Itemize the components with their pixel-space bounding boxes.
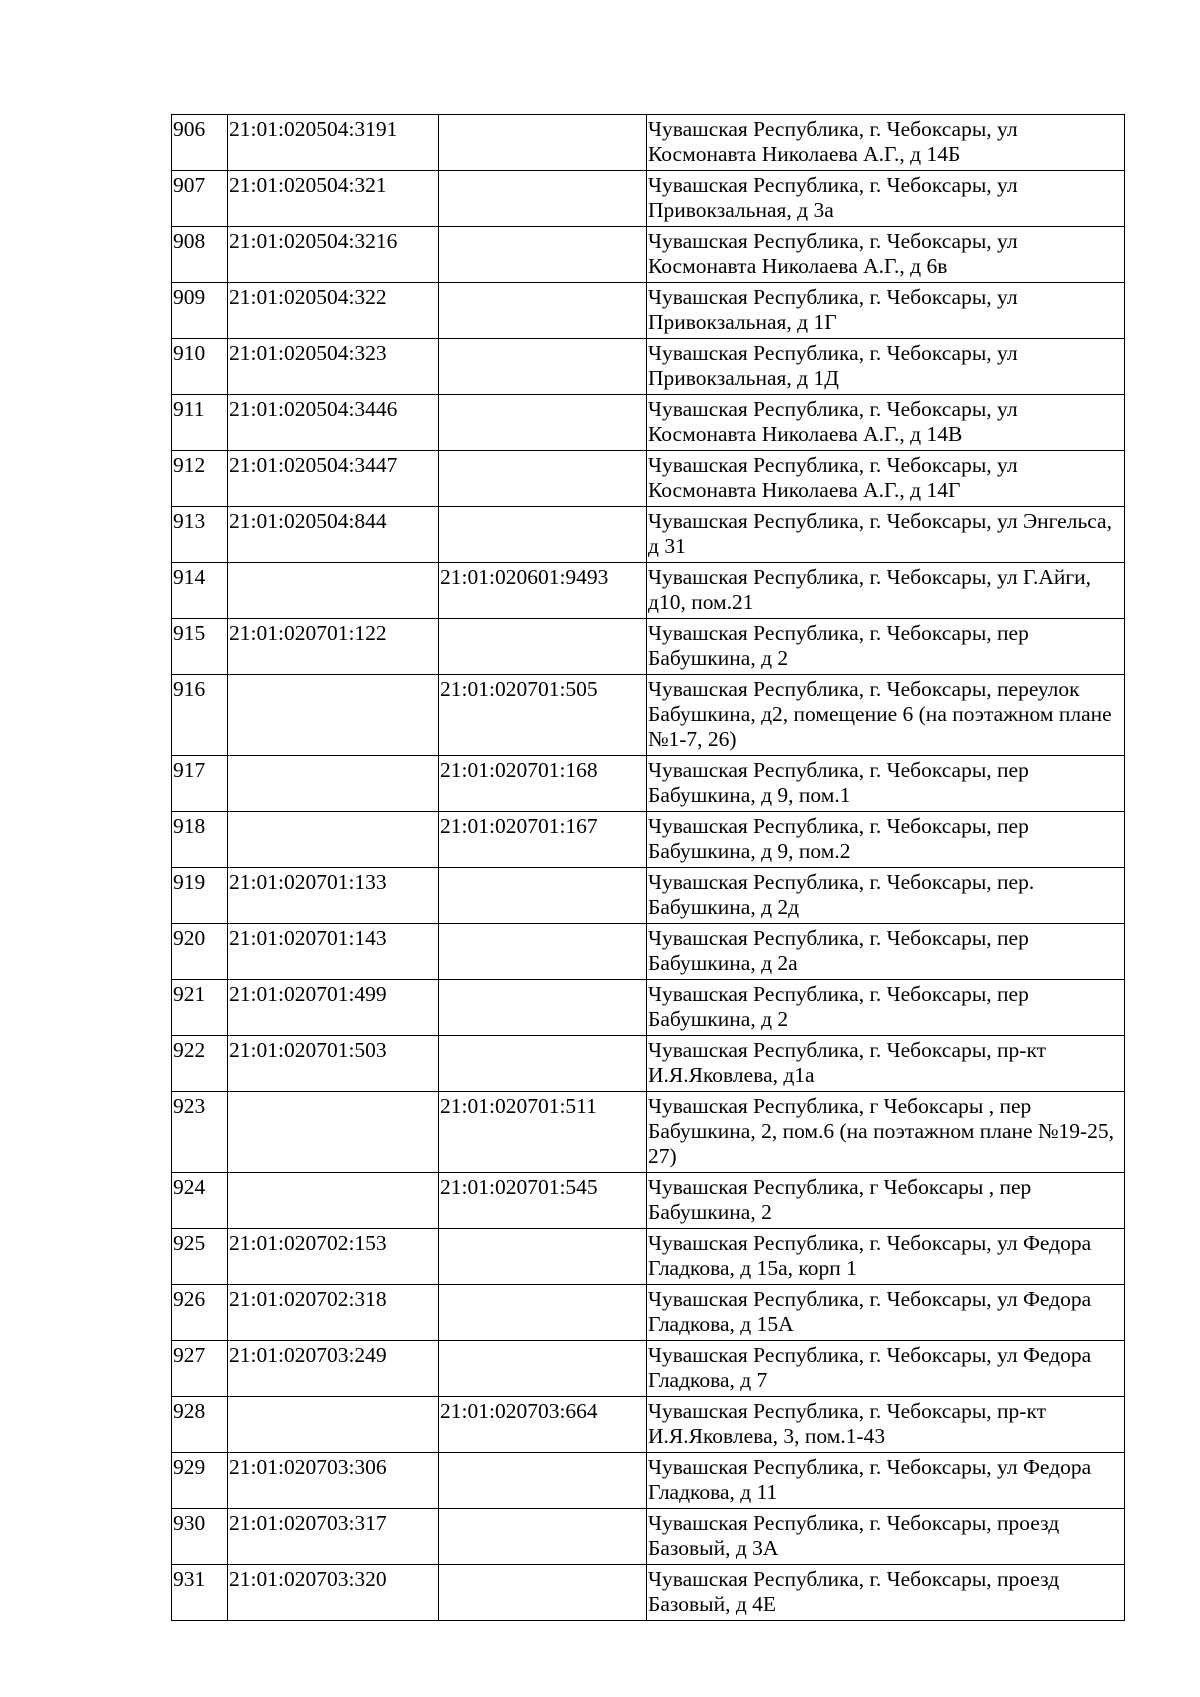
building-cadastral-cell (439, 1565, 647, 1621)
land-cadastral-cell: 21:01:020701:499 (228, 980, 439, 1036)
address-cell: Чувашская Республика, г. Чебоксары, пер Бабушкина, д 2 (647, 980, 1125, 1036)
land-cadastral-cell: 21:01:020703:320 (228, 1565, 439, 1621)
land-cadastral-cell: 21:01:020504:323 (228, 339, 439, 395)
row-number-cell: 919 (172, 868, 228, 924)
table-row (172, 1341, 1125, 1397)
land-cadastral-cell (228, 1092, 439, 1173)
table-row (172, 1509, 1125, 1565)
table-row (172, 1565, 1125, 1621)
row-number-cell: 931 (172, 1565, 228, 1621)
building-cadastral-cell: 21:01:020701:545 (439, 1173, 647, 1229)
table-row (172, 924, 1125, 980)
table-row (172, 756, 1125, 812)
row-number-cell: 921 (172, 980, 228, 1036)
building-cadastral-cell (439, 924, 647, 980)
row-number-cell: 923 (172, 1092, 228, 1173)
land-cadastral-cell: 21:01:020702:153 (228, 1229, 439, 1285)
table-row (172, 1229, 1125, 1285)
address-cell: Чувашская Республика, г. Чебоксары, ул Привокзальная, д 3а (647, 171, 1125, 227)
table-row (172, 1036, 1125, 1092)
property-table (171, 114, 1125, 1621)
address-cell: Чувашская Республика, г. Чебоксары, ул Привокзальная, д 1Г (647, 283, 1125, 339)
land-cadastral-cell: 21:01:020701:503 (228, 1036, 439, 1092)
row-number-cell: 915 (172, 619, 228, 675)
address-cell: Чувашская Республика, г. Чебоксары, ул Федора Гладкова, д 15а, корп 1 (647, 1229, 1125, 1285)
building-cadastral-cell (439, 395, 647, 451)
land-cadastral-cell: 21:01:020504:322 (228, 283, 439, 339)
building-cadastral-cell (439, 1036, 647, 1092)
table-row (172, 868, 1125, 924)
table-row (172, 507, 1125, 563)
table-row (172, 563, 1125, 619)
land-cadastral-cell: 21:01:020504:844 (228, 507, 439, 563)
land-cadastral-cell: 21:01:020702:318 (228, 1285, 439, 1341)
land-cadastral-cell (228, 563, 439, 619)
address-cell: Чувашская Республика, г Чебоксары , пер Бабушкина, 2 (647, 1173, 1125, 1229)
table-row (172, 1397, 1125, 1453)
address-cell: Чувашская Республика, г. Чебоксары, ул Федора Гладкова, д 11 (647, 1453, 1125, 1509)
building-cadastral-cell: 21:01:020703:664 (439, 1397, 647, 1453)
table-row (172, 619, 1125, 675)
building-cadastral-cell (439, 507, 647, 563)
building-cadastral-cell (439, 451, 647, 507)
row-number-cell: 929 (172, 1453, 228, 1509)
row-number-cell: 926 (172, 1285, 228, 1341)
building-cadastral-cell (439, 283, 647, 339)
address-cell: Чувашская Республика, г. Чебоксары, ул Космонавта Николаева А.Г., д 6в (647, 227, 1125, 283)
building-cadastral-cell (439, 1453, 647, 1509)
building-cadastral-cell (439, 339, 647, 395)
row-number-cell: 906 (172, 115, 228, 171)
land-cadastral-cell: 21:01:020504:3216 (228, 227, 439, 283)
address-cell: Чувашская Республика, г. Чебоксары, пер Бабушкина, д 2 (647, 619, 1125, 675)
land-cadastral-cell: 21:01:020701:122 (228, 619, 439, 675)
building-cadastral-cell (439, 1229, 647, 1285)
property-table-body (172, 115, 1125, 1621)
table-row (172, 283, 1125, 339)
row-number-cell: 908 (172, 227, 228, 283)
table-row (172, 451, 1125, 507)
address-cell: Чувашская Республика, г. Чебоксары, пер Бабушкина, д 9, пом.1 (647, 756, 1125, 812)
building-cadastral-cell (439, 980, 647, 1036)
land-cadastral-cell (228, 756, 439, 812)
table-row (172, 1173, 1125, 1229)
row-number-cell: 917 (172, 756, 228, 812)
table-row (172, 395, 1125, 451)
land-cadastral-cell: 21:01:020504:3447 (228, 451, 439, 507)
building-cadastral-cell (439, 868, 647, 924)
row-number-cell: 911 (172, 395, 228, 451)
address-cell: Чувашская Республика, г. Чебоксары, пер Бабушкина, д 2а (647, 924, 1125, 980)
land-cadastral-cell: 21:01:020504:321 (228, 171, 439, 227)
address-cell: Чувашская Республика, г. Чебоксары, проезд Базовый, д 4Е (647, 1565, 1125, 1621)
row-number-cell: 927 (172, 1341, 228, 1397)
address-cell: Чувашская Республика, г. Чебоксары, ул Федора Гладкова, д 7 (647, 1341, 1125, 1397)
row-number-cell: 922 (172, 1036, 228, 1092)
address-cell: Чувашская Республика, г. Чебоксары, ул Привокзальная, д 1Д (647, 339, 1125, 395)
table-row (172, 227, 1125, 283)
land-cadastral-cell (228, 812, 439, 868)
building-cadastral-cell (439, 1509, 647, 1565)
row-number-cell: 928 (172, 1397, 228, 1453)
row-number-cell: 918 (172, 812, 228, 868)
address-cell: Чувашская Республика, г. Чебоксары, пер Бабушкина, д 9, пом.2 (647, 812, 1125, 868)
land-cadastral-cell: 21:01:020703:249 (228, 1341, 439, 1397)
row-number-cell: 907 (172, 171, 228, 227)
building-cadastral-cell (439, 115, 647, 171)
address-cell: Чувашская Республика, г. Чебоксары, ул Космонавта Николаева А.Г., д 14Г (647, 451, 1125, 507)
row-number-cell: 920 (172, 924, 228, 980)
land-cadastral-cell: 21:01:020504:3446 (228, 395, 439, 451)
address-cell: Чувашская Республика, г. Чебоксары, проезд Базовый, д 3А (647, 1509, 1125, 1565)
building-cadastral-cell (439, 171, 647, 227)
land-cadastral-cell (228, 1173, 439, 1229)
building-cadastral-cell (439, 1341, 647, 1397)
row-number-cell: 930 (172, 1509, 228, 1565)
building-cadastral-cell: 21:01:020701:505 (439, 675, 647, 756)
land-cadastral-cell (228, 1397, 439, 1453)
table-row (172, 812, 1125, 868)
address-cell: Чувашская Республика, г. Чебоксары, ул Энгельса, д 31 (647, 507, 1125, 563)
row-number-cell: 916 (172, 675, 228, 756)
land-cadastral-cell (228, 675, 439, 756)
land-cadastral-cell: 21:01:020701:143 (228, 924, 439, 980)
address-cell: Чувашская Республика, г. Чебоксары, ул Космонавта Николаева А.Г., д 14Б (647, 115, 1125, 171)
building-cadastral-cell (439, 227, 647, 283)
row-number-cell: 909 (172, 283, 228, 339)
building-cadastral-cell (439, 619, 647, 675)
table-row (172, 1453, 1125, 1509)
row-number-cell: 925 (172, 1229, 228, 1285)
land-cadastral-cell: 21:01:020703:306 (228, 1453, 439, 1509)
address-cell: Чувашская Республика, г. Чебоксары, ул Федора Гладкова, д 15А (647, 1285, 1125, 1341)
row-number-cell: 914 (172, 563, 228, 619)
building-cadastral-cell: 21:01:020701:511 (439, 1092, 647, 1173)
building-cadastral-cell: 21:01:020701:168 (439, 756, 647, 812)
row-number-cell: 913 (172, 507, 228, 563)
table-row (172, 1285, 1125, 1341)
table-row (172, 980, 1125, 1036)
row-number-cell: 912 (172, 451, 228, 507)
land-cadastral-cell: 21:01:020504:3191 (228, 115, 439, 171)
address-cell: Чувашская Республика, г. Чебоксары, ул Космонавта Николаева А.Г., д 14В (647, 395, 1125, 451)
building-cadastral-cell (439, 1285, 647, 1341)
address-cell: Чувашская Республика, г. Чебоксары, ул Г.Айги, д10, пом.21 (647, 563, 1125, 619)
address-cell: Чувашская Республика, г Чебоксары , пер Бабушкина, 2, пом.6 (на поэтажном плане №19-25, 27) (647, 1092, 1125, 1173)
land-cadastral-cell: 21:01:020703:317 (228, 1509, 439, 1565)
table-row (172, 339, 1125, 395)
building-cadastral-cell: 21:01:020701:167 (439, 812, 647, 868)
building-cadastral-cell: 21:01:020601:9493 (439, 563, 647, 619)
table-row (172, 1092, 1125, 1173)
table-row (172, 115, 1125, 171)
address-cell: Чувашская Республика, г. Чебоксары, пр-кт И.Я.Яковлева, д1а (647, 1036, 1125, 1092)
address-cell: Чувашская Республика, г. Чебоксары, пер. Бабушкина, д 2д (647, 868, 1125, 924)
table-row (172, 675, 1125, 756)
address-cell: Чувашская Республика, г. Чебоксары, пр-кт И.Я.Яковлева, 3, пом.1-43 (647, 1397, 1125, 1453)
row-number-cell: 924 (172, 1173, 228, 1229)
table-row (172, 171, 1125, 227)
land-cadastral-cell: 21:01:020701:133 (228, 868, 439, 924)
row-number-cell: 910 (172, 339, 228, 395)
address-cell: Чувашская Республика, г. Чебоксары, переулок Бабушкина, д2, помещение 6 (на поэтажном плане №1-7, 26) (647, 675, 1125, 756)
